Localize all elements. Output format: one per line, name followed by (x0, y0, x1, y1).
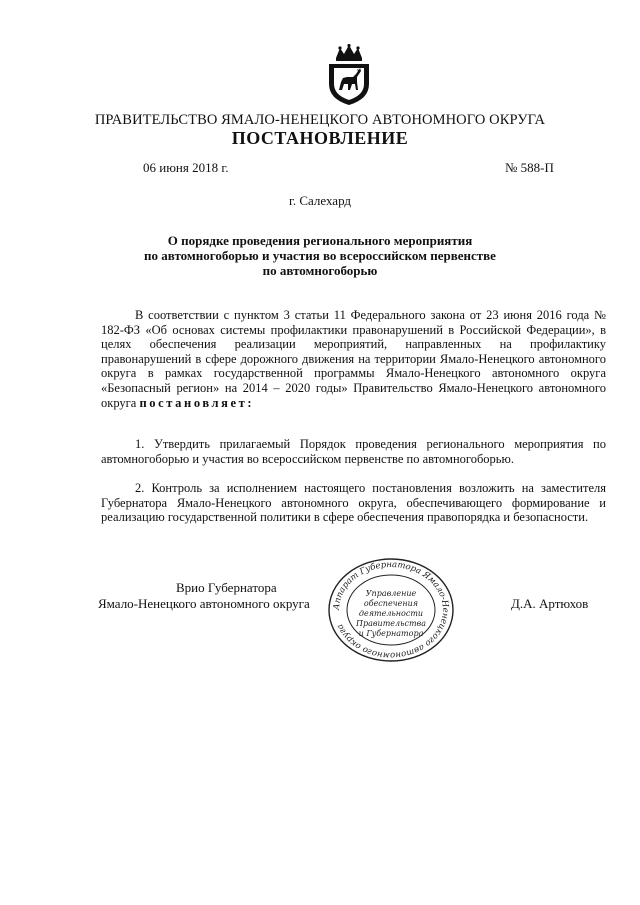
resolves-word: постановляет: (139, 395, 255, 410)
signatory-name: Д.А. Артюхов (511, 596, 589, 611)
subject-line: по автомногоборью и участия во всероссийском первенстве (144, 248, 496, 263)
subject-line: по автомногоборью (262, 263, 378, 278)
government-title: ПРАВИТЕЛЬСТВО ЯМАЛО-НЕНЕЦКОГО АВТОНОМНОГО ОКРУГА (94, 112, 546, 128)
clause-2-paragraph: 2. Контроль за исполнением настоящего постановления возложить на заместителя Губернатора Ямало-Ненецкого автономного округа, обеспечивающего формирование и реализацию государственной политики в сфере обеспечения правопорядка и безопасности. (101, 481, 606, 525)
preamble-paragraph (101, 308, 606, 410)
document-date: 06 июня 2018 г. (143, 160, 229, 175)
office-seal (325, 556, 457, 664)
clause-1-paragraph: 1. Утвердить прилагаемый Порядок проведения регионального мероприятия по автомногоборью и участия во всероссийском первенстве по автомногоборью. (101, 437, 606, 466)
seal-ring-text: Аппарат Губернатора Ямало-Ненецкого автономного округа (331, 559, 451, 661)
document-city: г. Салехард (288, 193, 352, 208)
coat-of-arms-icon (325, 44, 373, 106)
document-type: ПОСТАНОВЛЕНИЕ (231, 128, 409, 148)
seal-line: обеспечения (363, 599, 419, 608)
seal-line: и Губернатора (358, 629, 424, 638)
signatory-position: Врио Губернатора (176, 580, 277, 595)
seal-line: Управление (365, 589, 417, 598)
document-number: № 588-П (505, 160, 554, 175)
subject-line: О порядке проведения регионального мероприятия (167, 233, 473, 248)
document-subject (0, 233, 640, 278)
preamble-text: В соответствии с пунктом 3 статьи 11 Федерального закона от 23 июня 2016 года № 182-ФЗ «Об основах системы профилактики правонарушений в Российской Федерации», в целях обеспечения реализации мероприятий, направленных на профилактику правонарушений в сфере дорожного движения на территории Ямало-Ненецкого автономного округа в рамках государственной программы Ямало-Ненецкого автономного округа «Безопасный регион» на 2014 – 2020 годы» Правительство Ямало-Ненецкого автономного округа (101, 308, 606, 410)
seal-line: Правительства (356, 619, 426, 628)
signatory-region: Ямало-Ненецкого автономного округа (98, 596, 310, 611)
seal-line: деятельности (358, 609, 424, 618)
